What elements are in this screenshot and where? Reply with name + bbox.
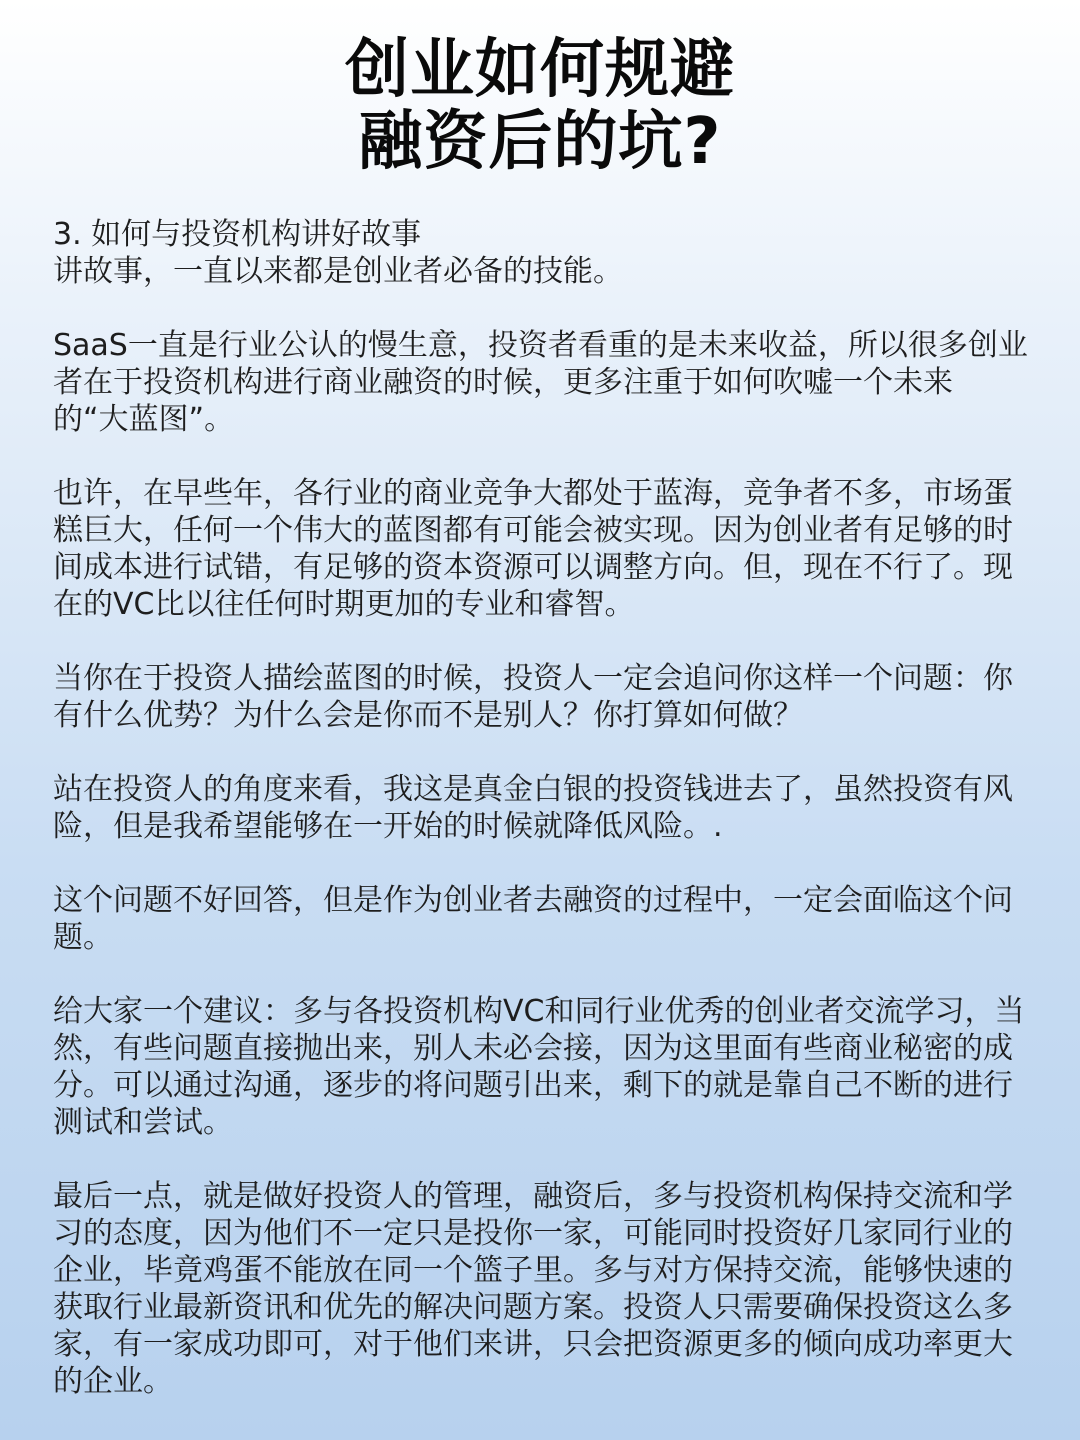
page-title [0,34,1080,178]
paragraph-6: 给大家一个建议：多与各投资机构VC和同行业优秀的创业者交流学习，当然，有些问题直接抛出来，别人未必会接，因为这里面有些商业秘密的成分。可以通过沟通，逐步的将问题引出来，剩下的就是靠自己不断的进行测试和尝试。 [53,994,1025,1140]
section-heading: 3. 如何与投资机构讲好故事 [53,217,422,252]
title-line-2: 融资后的坑? [358,105,722,179]
paragraph-4: 站在投资人的角度来看，我这是真金白银的投资钱进去了，虽然投资有风险，但是我希望能够在一开始的时候就降低风险。. [53,772,1013,844]
article-body [53,216,1028,1437]
paragraph-1: SaaS一直是行业公认的慢生意，投资者看重的是未来收益，所以很多创业者在于投资机构进行商业融资的时候，更多注重于如何吹嘘一个未来的“大蓝图”。 [53,328,1028,437]
paragraph-5: 这个问题不好回答，但是作为创业者去融资的过程中，一定会面临这个问题。 [53,883,1013,955]
paragraph-7: 最后一点，就是做好投资人的管理，融资后，多与投资机构保持交流和学习的态度，因为他们不一定只是投你一家，可能同时投资好几家同行业的企业，毕竟鸡蛋不能放在同一个篮子里。多与对方保持交流，能够快速的获取行业最新资讯和优先的解决问题方案。投资人只需要确保投资这么多家，有一家成功即可，对于他们来讲，只会把资源更多的倾向成功率更大的企业。 [53,1179,1013,1399]
section-intro [53,216,1028,290]
paragraph-2: 也许，在早些年，各行业的商业竞争大都处于蓝海，竞争者不多，市场蛋糕巨大，任何一个伟大的蓝图都有可能会被实现。因为创业者有足够的时间成本进行试错，有足够的资本资源可以调整方向。但，现在不行了。现在的VC比以往任何时期更加的专业和睿智。 [53,476,1013,622]
title-line-1: 创业如何规避 [345,33,735,107]
paragraph-3: 当你在于投资人描绘蓝图的时候，投资人一定会追问你这样一个问题：你有什么优势？为什么会是你而不是别人？你打算如何做？ [53,661,1013,733]
section-intro-text: 讲故事，一直以来都是创业者必备的技能。 [53,254,623,289]
